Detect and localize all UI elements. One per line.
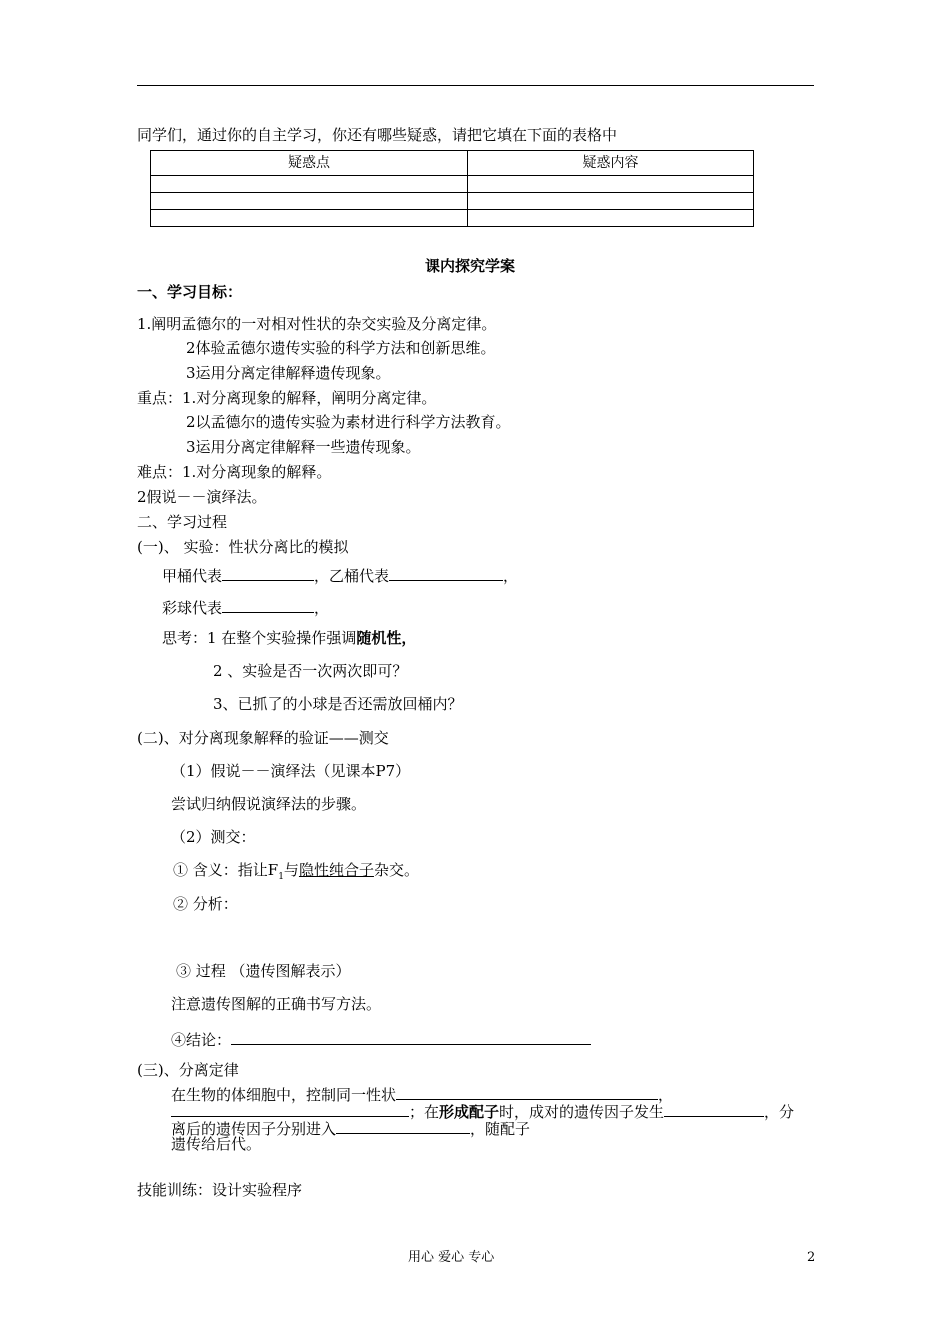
table-cell[interactable] bbox=[468, 210, 754, 227]
law-blank-2[interactable] bbox=[171, 1102, 409, 1117]
comma: ， bbox=[314, 599, 330, 617]
conclusion-blank[interactable] bbox=[231, 1030, 591, 1045]
think-2: 2 、实验是否一次两次即可？ bbox=[213, 662, 408, 680]
footer-motto: 用心 爱心 专心 bbox=[408, 1250, 495, 1265]
section-title: 课内探究学案 bbox=[425, 257, 516, 275]
conclusion-label: ④结论： bbox=[171, 1031, 232, 1049]
part2-title: (二)、对分离现象解释的验证——测交 bbox=[137, 729, 389, 747]
table-cell[interactable] bbox=[151, 176, 468, 193]
key-point: 2以孟德尔的遗传实验为素材进行科学方法教育。 bbox=[186, 413, 511, 431]
difficulty: 2假说－－演绎法。 bbox=[137, 488, 267, 506]
law-line-4: 遗传给后代。 bbox=[171, 1135, 262, 1153]
intro-text: 同学们，通过你的自主学习，你还有哪些疑惑，请把它填在下面的表格中 bbox=[137, 126, 618, 144]
bucket-a-label: 甲桶代表 bbox=[162, 567, 223, 585]
part3-title: (三)、分离定律 bbox=[137, 1061, 239, 1079]
table-cell[interactable] bbox=[151, 210, 468, 227]
difficulty: 难点：1.对分离现象的解释。 bbox=[137, 463, 332, 481]
table-cell[interactable] bbox=[468, 193, 754, 210]
balls-line bbox=[162, 598, 329, 616]
table-header-row bbox=[151, 151, 754, 176]
page-number: 2 bbox=[807, 1250, 816, 1265]
law-blank-1[interactable] bbox=[396, 1085, 658, 1100]
meaning-post: 杂交。 bbox=[373, 861, 419, 879]
part2-sub1-note: 尝试归纳假说演绎法的步骤。 bbox=[171, 795, 367, 813]
law-blank-3[interactable] bbox=[664, 1102, 764, 1117]
meaning-text: ① 含义：指让F bbox=[173, 861, 279, 879]
bucket-line bbox=[162, 566, 518, 584]
table-header-cell: 疑惑点 bbox=[151, 151, 468, 176]
law-text: 离后的遗传因子分别进入 bbox=[171, 1120, 337, 1138]
table-cell[interactable] bbox=[151, 193, 468, 210]
goal-item: 1.阐明孟德尔的一对相对性状的杂交实验及分离定律。 bbox=[137, 315, 497, 333]
table-header-cell: 疑惑内容 bbox=[468, 151, 754, 176]
law-text: ，分 bbox=[764, 1103, 795, 1121]
balls-label: 彩球代表 bbox=[162, 599, 223, 617]
meaning-mid: 与 bbox=[283, 861, 299, 879]
part1-title: (一)、 实验：性状分离比的模拟 bbox=[137, 538, 349, 556]
goal-item: 3运用分离定律解释遗传现象。 bbox=[186, 364, 391, 382]
comma: ， bbox=[503, 567, 519, 585]
process-heading: 二、学习过程 bbox=[137, 513, 228, 531]
goals-heading: 一、学习目标： bbox=[137, 283, 243, 301]
doubts-table bbox=[150, 150, 754, 227]
law-text: ， bbox=[658, 1086, 674, 1104]
law-text: ；在 bbox=[409, 1103, 440, 1121]
table-row bbox=[151, 210, 754, 227]
think-3: 3、已抓了的小球是否还需放回桶内？ bbox=[213, 695, 463, 713]
think-1 bbox=[162, 631, 416, 646]
testcross-procedure: ③ 过程 （遗传图解表示） bbox=[176, 962, 351, 980]
conclusion-line bbox=[171, 1030, 591, 1048]
key-point: 重点：1.对分离现象的解释，阐明分离定律。 bbox=[137, 389, 437, 407]
think-1-text: 思考：1 在整个实验操作强调 bbox=[162, 629, 357, 647]
meaning-underlined: 隐性纯合子 bbox=[298, 861, 374, 879]
goal-item: 2体验孟德尔遗传实验的科学方法和创新思维。 bbox=[186, 339, 496, 357]
balls-blank[interactable] bbox=[222, 598, 314, 613]
think-1-bold: 随机性， bbox=[356, 629, 417, 647]
law-bold: 形成配子 bbox=[439, 1103, 500, 1121]
table-row bbox=[151, 193, 754, 210]
part2-sub1: （1）假说－－演绎法（见课本P7） bbox=[171, 762, 411, 780]
part2-sub2: （2）测交： bbox=[171, 828, 256, 846]
bucket-b-label: ，乙桶代表 bbox=[314, 567, 390, 585]
skill-training: 技能训练：设计实验程序 bbox=[137, 1181, 303, 1199]
table-row bbox=[151, 176, 754, 193]
meaning-subscript: 1 bbox=[278, 872, 284, 882]
law-line-1 bbox=[171, 1085, 673, 1103]
testcross-meaning bbox=[173, 863, 419, 882]
law-line-2 bbox=[171, 1102, 794, 1120]
testcross-analysis: ② 分析： bbox=[173, 895, 238, 913]
table-cell[interactable] bbox=[468, 176, 754, 193]
procedure-note: 注意遗传图解的正确书写方法。 bbox=[171, 995, 382, 1013]
law-blank-4[interactable] bbox=[336, 1119, 470, 1134]
law-text: 时，成对的遗传因子发生 bbox=[499, 1103, 665, 1121]
law-text: 在生物的体细胞中，控制同一性状 bbox=[171, 1086, 397, 1104]
header-rule bbox=[137, 85, 814, 86]
bucket-b-blank[interactable] bbox=[389, 566, 503, 581]
law-text: ，随配子 bbox=[470, 1120, 531, 1138]
key-point: 3运用分离定律解释一些遗传现象。 bbox=[186, 438, 421, 456]
bucket-a-blank[interactable] bbox=[222, 566, 314, 581]
